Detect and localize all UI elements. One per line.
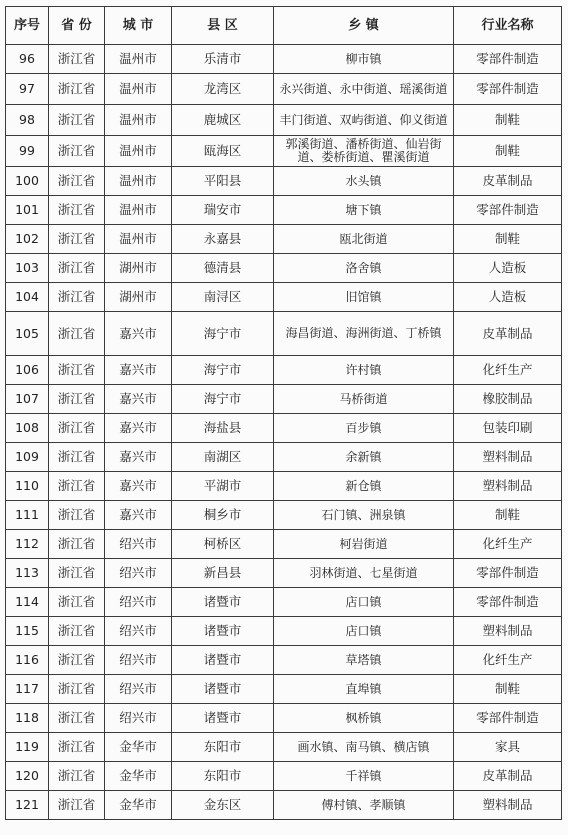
cell-town: 千祥镇 <box>274 762 454 791</box>
cell-province: 浙江省 <box>49 105 105 136</box>
cell-no: 99 <box>6 136 49 167</box>
table-row <box>6 225 562 254</box>
cell-town: 马桥街道 <box>274 385 454 414</box>
cell-city: 绍兴市 <box>105 646 172 675</box>
cell-industry: 制鞋 <box>454 136 562 167</box>
cell-industry: 橡胶制品 <box>454 385 562 414</box>
cell-county: 东阳市 <box>172 762 274 791</box>
cell-county: 瑞安市 <box>172 196 274 225</box>
cell-city: 绍兴市 <box>105 704 172 733</box>
cell-town: 柳市镇 <box>274 45 454 74</box>
cell-town: 水头镇 <box>274 167 454 196</box>
cell-industry: 制鞋 <box>454 501 562 530</box>
cell-no: 96 <box>6 45 49 74</box>
cell-province: 浙江省 <box>49 283 105 312</box>
cell-industry: 包装印刷 <box>454 414 562 443</box>
cell-county: 平阳县 <box>172 167 274 196</box>
cell-city: 温州市 <box>105 105 172 136</box>
cell-county: 海宁市 <box>172 356 274 385</box>
cell-industry: 零部件制造 <box>454 45 562 74</box>
cell-town: 枫桥镇 <box>274 704 454 733</box>
table-row <box>6 704 562 733</box>
cell-city: 温州市 <box>105 74 172 105</box>
cell-county: 南浔区 <box>172 283 274 312</box>
cell-town: 石门镇、洲泉镇 <box>274 501 454 530</box>
table-header-row <box>6 7 562 45</box>
table-row <box>6 530 562 559</box>
cell-city: 绍兴市 <box>105 530 172 559</box>
cell-province: 浙江省 <box>49 167 105 196</box>
cell-no: 120 <box>6 762 49 791</box>
cell-city: 金华市 <box>105 733 172 762</box>
cell-no: 97 <box>6 74 49 105</box>
cell-county: 乐清市 <box>172 45 274 74</box>
cell-industry: 化纤生产 <box>454 356 562 385</box>
cell-city: 嘉兴市 <box>105 312 172 356</box>
table-row <box>6 588 562 617</box>
cell-city: 嘉兴市 <box>105 356 172 385</box>
table-row <box>6 559 562 588</box>
cell-town: 塘下镇 <box>274 196 454 225</box>
cell-county: 鹿城区 <box>172 105 274 136</box>
cell-province: 浙江省 <box>49 196 105 225</box>
table-row <box>6 105 562 136</box>
table-row <box>6 283 562 312</box>
cell-city: 嘉兴市 <box>105 414 172 443</box>
cell-no: 106 <box>6 356 49 385</box>
cell-province: 浙江省 <box>49 136 105 167</box>
cell-town: 草塔镇 <box>274 646 454 675</box>
header-city: 城 市 <box>105 7 172 45</box>
cell-province: 浙江省 <box>49 312 105 356</box>
cell-town: 柯岩街道 <box>274 530 454 559</box>
cell-county: 瓯海区 <box>172 136 274 167</box>
cell-province: 浙江省 <box>49 646 105 675</box>
table-row <box>6 312 562 356</box>
cell-city: 绍兴市 <box>105 588 172 617</box>
cell-no: 118 <box>6 704 49 733</box>
cell-town: 永兴街道、永中街道、瑶溪街道 <box>274 74 454 105</box>
cell-industry: 皮革制品 <box>454 762 562 791</box>
header-no: 序号 <box>6 7 49 45</box>
cell-industry: 零部件制造 <box>454 559 562 588</box>
cell-industry: 零部件制造 <box>454 74 562 105</box>
cell-no: 108 <box>6 414 49 443</box>
cell-no: 116 <box>6 646 49 675</box>
cell-city: 温州市 <box>105 45 172 74</box>
cell-industry: 零部件制造 <box>454 588 562 617</box>
cell-town: 旧馆镇 <box>274 283 454 312</box>
cell-county: 诸暨市 <box>172 617 274 646</box>
cell-no: 109 <box>6 443 49 472</box>
cell-county: 诸暨市 <box>172 675 274 704</box>
cell-town: 洛舍镇 <box>274 254 454 283</box>
cell-city: 温州市 <box>105 167 172 196</box>
cell-town: 许村镇 <box>274 356 454 385</box>
cell-no: 113 <box>6 559 49 588</box>
cell-industry: 制鞋 <box>454 225 562 254</box>
table-row <box>6 443 562 472</box>
cell-town: 余新镇 <box>274 443 454 472</box>
cell-county: 海宁市 <box>172 312 274 356</box>
table-row <box>6 167 562 196</box>
cell-county: 金东区 <box>172 791 274 820</box>
cell-no: 102 <box>6 225 49 254</box>
cell-industry: 塑料制品 <box>454 791 562 820</box>
cell-industry: 零部件制造 <box>454 704 562 733</box>
cell-industry: 家具 <box>454 733 562 762</box>
cell-county: 南湖区 <box>172 443 274 472</box>
cell-town: 瓯北街道 <box>274 225 454 254</box>
table-row <box>6 254 562 283</box>
cell-no: 110 <box>6 472 49 501</box>
table-row <box>6 791 562 820</box>
cell-city: 温州市 <box>105 196 172 225</box>
cell-no: 119 <box>6 733 49 762</box>
cell-province: 浙江省 <box>49 225 105 254</box>
cell-town: 店口镇 <box>274 617 454 646</box>
cell-county: 永嘉县 <box>172 225 274 254</box>
cell-town: 傅村镇、孝顺镇 <box>274 791 454 820</box>
cell-city: 金华市 <box>105 762 172 791</box>
table-row <box>6 472 562 501</box>
cell-province: 浙江省 <box>49 254 105 283</box>
cell-province: 浙江省 <box>49 530 105 559</box>
cell-county: 德清县 <box>172 254 274 283</box>
cell-county: 海盐县 <box>172 414 274 443</box>
cell-county: 海宁市 <box>172 385 274 414</box>
header-town: 乡 镇 <box>274 7 454 45</box>
header-county: 县 区 <box>172 7 274 45</box>
cell-province: 浙江省 <box>49 559 105 588</box>
cell-city: 绍兴市 <box>105 559 172 588</box>
cell-county: 诸暨市 <box>172 588 274 617</box>
table-row <box>6 356 562 385</box>
cell-province: 浙江省 <box>49 762 105 791</box>
cell-county: 桐乡市 <box>172 501 274 530</box>
table-row <box>6 646 562 675</box>
cell-industry: 塑料制品 <box>454 443 562 472</box>
cell-no: 103 <box>6 254 49 283</box>
cell-province: 浙江省 <box>49 501 105 530</box>
cell-town: 店口镇 <box>274 588 454 617</box>
cell-province: 浙江省 <box>49 443 105 472</box>
cell-county: 诸暨市 <box>172 646 274 675</box>
cell-county: 东阳市 <box>172 733 274 762</box>
cell-no: 98 <box>6 105 49 136</box>
cell-industry: 皮革制品 <box>454 312 562 356</box>
cell-province: 浙江省 <box>49 356 105 385</box>
cell-province: 浙江省 <box>49 675 105 704</box>
cell-industry: 人造板 <box>454 254 562 283</box>
header-province: 省 份 <box>49 7 105 45</box>
cell-no: 121 <box>6 791 49 820</box>
cell-province: 浙江省 <box>49 733 105 762</box>
cell-industry: 化纤生产 <box>454 646 562 675</box>
industry-region-table <box>5 6 562 820</box>
cell-province: 浙江省 <box>49 791 105 820</box>
cell-city: 金华市 <box>105 791 172 820</box>
cell-city: 嘉兴市 <box>105 501 172 530</box>
cell-no: 101 <box>6 196 49 225</box>
cell-town: 画水镇、南马镇、横店镇 <box>274 733 454 762</box>
cell-city: 嘉兴市 <box>105 472 172 501</box>
cell-industry: 人造板 <box>454 283 562 312</box>
cell-town: 百步镇 <box>274 414 454 443</box>
table-row <box>6 45 562 74</box>
cell-no: 107 <box>6 385 49 414</box>
table-row <box>6 414 562 443</box>
cell-town: 直埠镇 <box>274 675 454 704</box>
cell-province: 浙江省 <box>49 74 105 105</box>
cell-industry: 零部件制造 <box>454 196 562 225</box>
cell-city: 绍兴市 <box>105 617 172 646</box>
cell-town: 新仓镇 <box>274 472 454 501</box>
table-row <box>6 74 562 105</box>
header-industry: 行业名称 <box>454 7 562 45</box>
cell-province: 浙江省 <box>49 617 105 646</box>
cell-no: 104 <box>6 283 49 312</box>
table-row <box>6 675 562 704</box>
table-row <box>6 136 562 167</box>
cell-no: 115 <box>6 617 49 646</box>
cell-county: 诸暨市 <box>172 704 274 733</box>
cell-province: 浙江省 <box>49 704 105 733</box>
cell-town: 丰门街道、双屿街道、仰义街道 <box>274 105 454 136</box>
cell-industry: 制鞋 <box>454 105 562 136</box>
cell-province: 浙江省 <box>49 45 105 74</box>
cell-town: 郭溪街道、潘桥街道、仙岩街道、娄桥街道、瞿溪街道 <box>274 136 454 167</box>
cell-industry: 塑料制品 <box>454 617 562 646</box>
cell-no: 100 <box>6 167 49 196</box>
table-row <box>6 385 562 414</box>
table-row <box>6 733 562 762</box>
table-row <box>6 501 562 530</box>
cell-industry: 皮革制品 <box>454 167 562 196</box>
cell-town: 海昌街道、海洲街道、丁桥镇 <box>274 312 454 356</box>
cell-no: 111 <box>6 501 49 530</box>
cell-province: 浙江省 <box>49 385 105 414</box>
table-row <box>6 762 562 791</box>
cell-city: 湖州市 <box>105 254 172 283</box>
cell-county: 新昌县 <box>172 559 274 588</box>
cell-no: 114 <box>6 588 49 617</box>
table-row <box>6 196 562 225</box>
cell-no: 112 <box>6 530 49 559</box>
cell-county: 柯桥区 <box>172 530 274 559</box>
cell-industry: 制鞋 <box>454 675 562 704</box>
cell-no: 117 <box>6 675 49 704</box>
cell-city: 湖州市 <box>105 283 172 312</box>
cell-no: 105 <box>6 312 49 356</box>
cell-city: 温州市 <box>105 136 172 167</box>
cell-province: 浙江省 <box>49 472 105 501</box>
cell-industry: 塑料制品 <box>454 472 562 501</box>
table-row <box>6 617 562 646</box>
cell-province: 浙江省 <box>49 588 105 617</box>
cell-industry: 化纤生产 <box>454 530 562 559</box>
cell-town: 羽林街道、七星街道 <box>274 559 454 588</box>
cell-city: 嘉兴市 <box>105 385 172 414</box>
cell-city: 绍兴市 <box>105 675 172 704</box>
cell-county: 平湖市 <box>172 472 274 501</box>
cell-city: 嘉兴市 <box>105 443 172 472</box>
cell-province: 浙江省 <box>49 414 105 443</box>
cell-city: 温州市 <box>105 225 172 254</box>
cell-county: 龙湾区 <box>172 74 274 105</box>
